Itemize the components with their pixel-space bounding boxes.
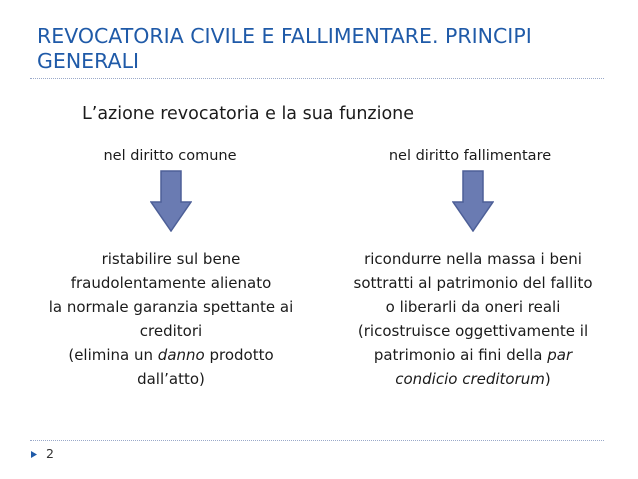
- left-line-5-post: prodotto: [204, 346, 274, 364]
- right-column-text: [328, 247, 618, 391]
- right-line-3: o liberarli da oneri reali: [385, 298, 561, 316]
- right-line-6: [328, 367, 618, 391]
- slide-subtitle: L’azione revocatoria e la sua funzione: [82, 104, 415, 124]
- left-line-6: dall’atto): [137, 370, 205, 388]
- footer-divider: [30, 440, 604, 441]
- right-line-5-pre: patrimonio ai fini della: [373, 346, 548, 364]
- right-line-1: ricondurre nella massa i beni: [364, 250, 582, 268]
- left-line-1: ristabilire sul bene: [101, 250, 241, 268]
- left-column-text: [20, 247, 322, 391]
- right-line-2: sottratti al patrimonio del fallito: [353, 274, 593, 292]
- page-number: 2: [46, 446, 54, 461]
- footer-bullet-icon: [31, 451, 37, 458]
- right-line-5-emphasis: par: [547, 346, 573, 364]
- right-line-4: (ricostruisce oggettivamente il: [357, 322, 589, 340]
- title-divider: [30, 78, 604, 79]
- left-line-3: la normale garanzia spettante ai: [48, 298, 294, 316]
- right-line-6-emphasis: condicio creditorum: [395, 370, 545, 388]
- right-line-6-post: ): [544, 370, 551, 388]
- slide-title: REVOCATORIA CIVILE E FALLIMENTARE. PRINCIPI GENERALI: [37, 24, 532, 73]
- right-line-5: [328, 343, 618, 367]
- left-line-5-pre: (elimina un: [68, 346, 158, 364]
- left-column-heading: nel diritto comune: [103, 148, 237, 164]
- right-column-heading: nel diritto fallimentare: [388, 148, 552, 164]
- left-line-4: creditori: [139, 322, 203, 340]
- down-arrow-left-icon: [150, 170, 192, 232]
- left-line-2: fraudolentamente alienato: [70, 274, 272, 292]
- left-line-5: [20, 343, 322, 367]
- left-line-5-emphasis: danno: [157, 346, 205, 364]
- down-arrow-right-icon: [452, 170, 494, 232]
